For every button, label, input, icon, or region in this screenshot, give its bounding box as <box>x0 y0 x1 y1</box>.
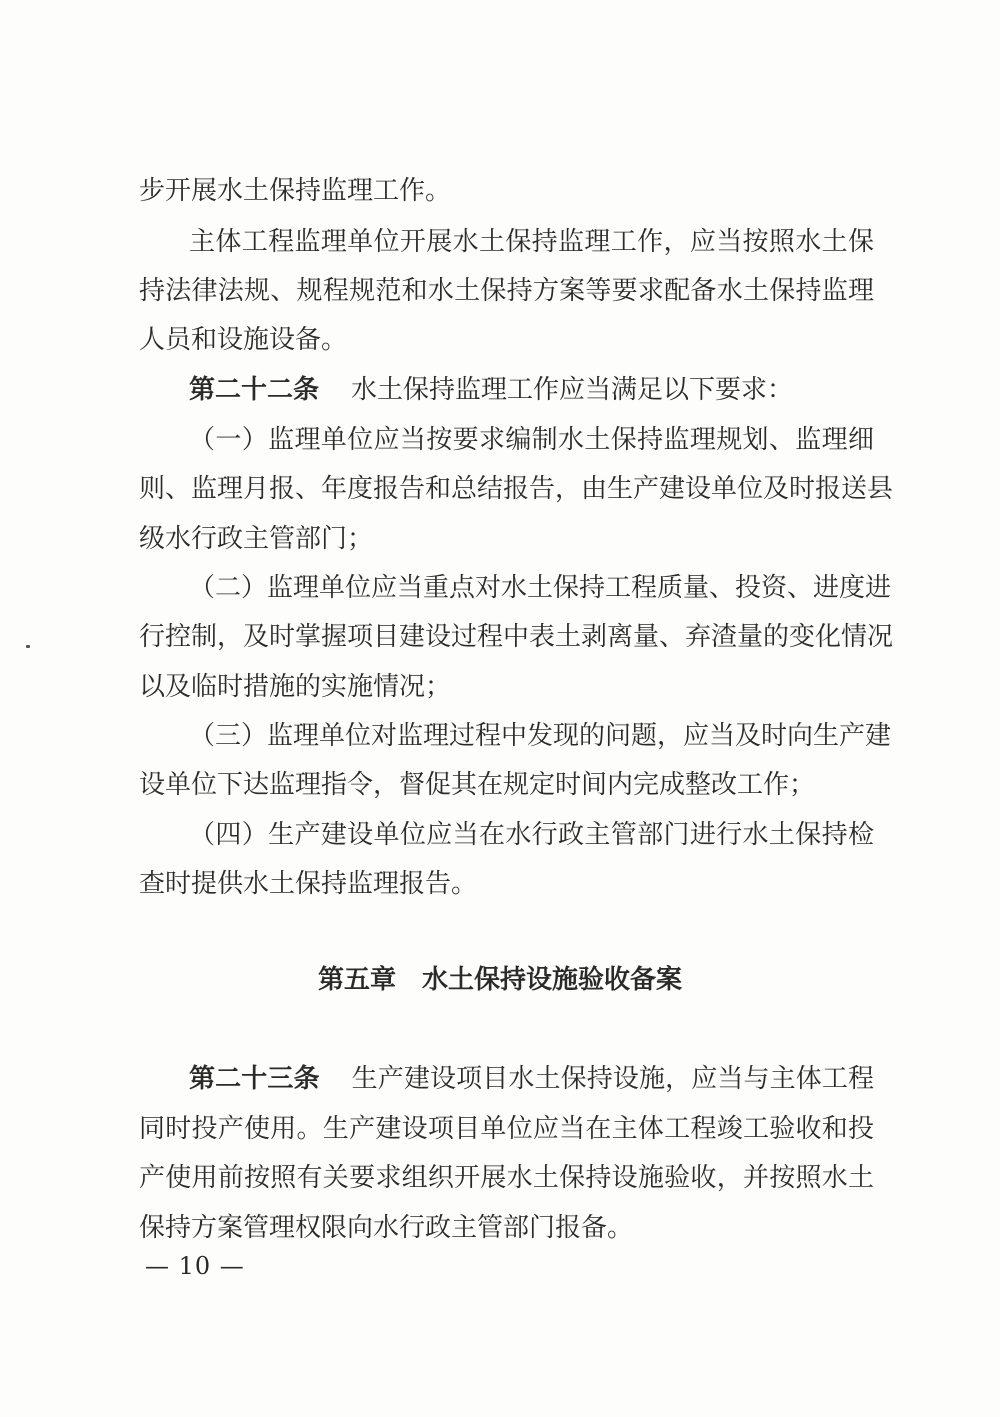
article-23-label: 第二十三条 <box>189 1064 320 1094</box>
text-line: 设单位下达监理指令，督促其在规定时间内完成整改工作； <box>139 770 816 800</box>
article-22-text: 水土保持监理工作应当满足以下要求： <box>351 375 794 405</box>
article-22-label: 第二十二条 <box>189 375 320 405</box>
text-line: 则、监理月报、年度报告和总结报告，由生产建设单位及时报送县 <box>139 474 894 504</box>
chapter-heading <box>0 965 1000 995</box>
article-23-line <box>189 1064 874 1094</box>
chapter-number: 第五章 <box>317 965 396 995</box>
text-line: 行控制，及时掌握项目建设过程中表土剥离量、弃渣量的变化情况 <box>139 622 894 652</box>
text-line: 以及临时措施的实施情况； <box>139 672 452 702</box>
scan-speck <box>26 645 30 648</box>
text-line: 级水行政主管部门； <box>139 524 374 554</box>
text-line: 查时提供水土保持监理报告。 <box>139 869 478 899</box>
text-line: （三）监理单位对监理过程中发现的问题，应当及时向生产建 <box>189 721 892 751</box>
text-line: 人员和设施设备。 <box>139 325 348 355</box>
text-line: 主体工程监理单位开展水土保持监理工作，应当按照水土保 <box>189 227 874 257</box>
text-line: 保持方案管理权限向水行政主管部门报备。 <box>139 1213 634 1243</box>
text-line: （四）生产建设单位应当在水行政主管部门进行水土保持检 <box>189 820 874 850</box>
text-line: 同时投产使用。生产建设项目单位应当在主体工程竣工验收和投 <box>139 1114 874 1144</box>
text-line: （一）监理单位应当按要求编制水土保持监理规划、监理细 <box>189 425 874 455</box>
text-line: 产使用前按照有关要求组织开展水土保持设施验收，并按照水土 <box>139 1163 874 1193</box>
text-line: 持法律法规、规程规范和水土保持方案等要求配备水土保持监理 <box>139 276 874 306</box>
article-22-line <box>189 375 874 405</box>
text-line: 步开展水土保持监理工作。 <box>139 176 452 206</box>
page-number: — 10 — <box>145 1252 245 1280</box>
article-23-text: 生产建设项目水土保持设施，应当与主体工程 <box>351 1064 874 1094</box>
chapter-title: 水土保持设施验收备案 <box>422 965 683 995</box>
text-line: （二）监理单位应当重点对水土保持工程质量、投资、进度进 <box>189 573 892 603</box>
